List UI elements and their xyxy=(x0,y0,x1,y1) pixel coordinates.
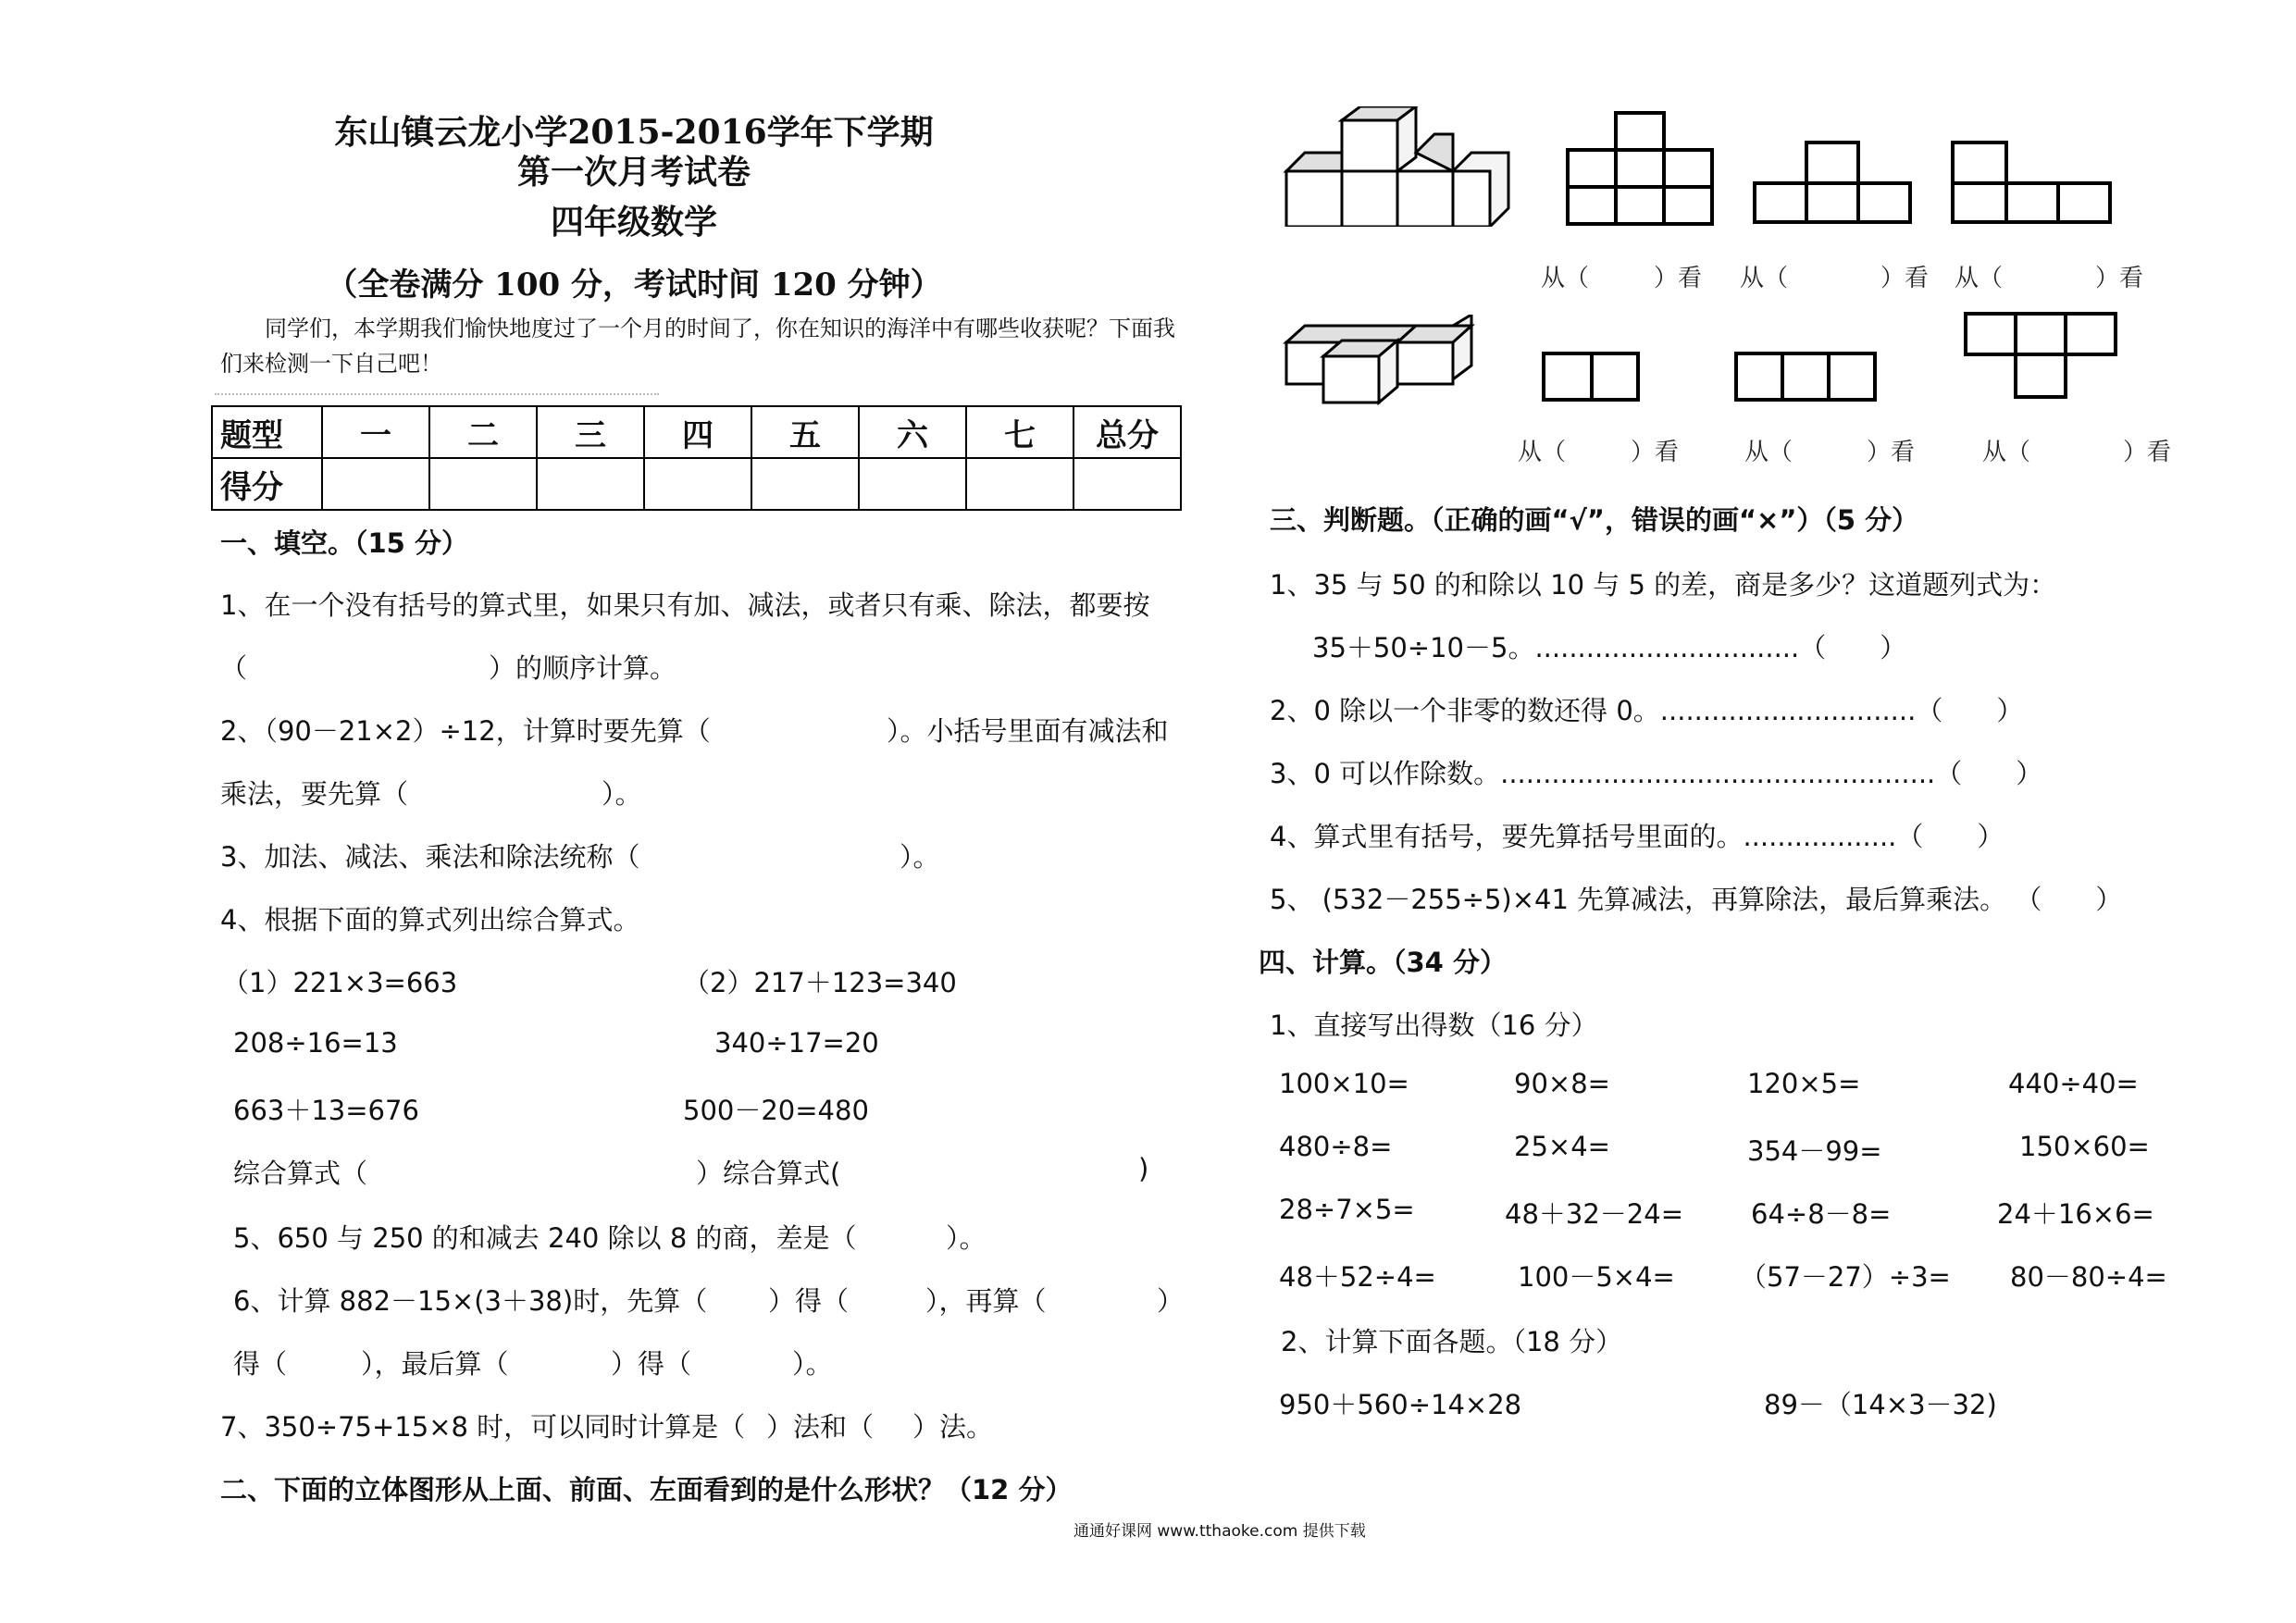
q2-text: 2、（90－21×2）÷12，计算时要先算（ xyxy=(220,715,711,747)
q3-text: 3、加法、减法、乘法和除法统称（ xyxy=(220,841,640,873)
table-cell: 三 xyxy=(537,406,644,458)
judge-q1: 1、35 与 50 的和除以 10 与 5 的差，商是多少？这道题列式为： xyxy=(1270,569,2057,601)
table-cell: 五 xyxy=(751,406,859,458)
table-cell: 得分 xyxy=(212,458,322,510)
exam-title-line1: 东山镇云龙小学2015-2016学年下学期 xyxy=(334,113,934,152)
table-cell: 题型 xyxy=(212,406,322,458)
judge-q4: 4、算式里有括号，要先算括号里面的。..................（ ） xyxy=(1270,821,2004,852)
q6b-part: ）。 xyxy=(792,1348,833,1380)
oral-item: 100×10= xyxy=(1279,1068,1409,1099)
view-label: 从（ ）看 xyxy=(1982,439,2172,466)
q6-part: ）得（ xyxy=(768,1285,850,1317)
oral-item: （57－27）÷3= xyxy=(1740,1261,1951,1293)
view-label: 从（ ）看 xyxy=(1518,439,1680,466)
solid-figure-2 xyxy=(1277,315,1481,407)
q3-close: ）。 xyxy=(900,841,940,873)
score-input-cell[interactable] xyxy=(1074,458,1181,510)
score-input-cell[interactable] xyxy=(751,458,859,510)
section4-heading: 四、计算。（34 分） xyxy=(1259,947,1507,978)
judge-q5: 5、 (532－255÷5)×41 先算减法，再算除法，最后算乘法。 （ ） xyxy=(1270,884,2123,915)
calc-sub1: 1、直接写出得数（16 分） xyxy=(1270,1010,1598,1041)
q4-item: 500－20=480 xyxy=(683,1095,869,1126)
view-label: 从（ ）看 xyxy=(1541,265,1703,292)
q6b-text: 得（ xyxy=(233,1348,288,1380)
view-shape-1c xyxy=(1949,139,2116,227)
q4-text: 4、根据下面的算式列出综合算式。 xyxy=(220,904,640,935)
table-cell: 七 xyxy=(966,406,1074,458)
judge-q1b: 35＋50÷10－5。...............................（ ） xyxy=(1312,632,1907,663)
oral-item: 48＋32－24= xyxy=(1505,1198,1684,1230)
view-shape-2b xyxy=(1732,350,1880,405)
oral-item: 354－99= xyxy=(1747,1135,1882,1167)
view-shape-2a xyxy=(1540,350,1642,405)
q1-open: （ xyxy=(220,652,248,684)
oral-item: 48＋52÷4= xyxy=(1279,1261,1436,1293)
oral-item: 25×4= xyxy=(1514,1131,1610,1162)
judge-q2: 2、0 除以一个非零的数还得 0。..............................（ ） xyxy=(1270,695,2024,726)
q4-combined-right: ）综合算式( xyxy=(696,1158,841,1189)
q7-part: ）法。 xyxy=(912,1411,994,1443)
q1-text: 1、在一个没有括号的算式里，如果只有加、减法，或者只有乘、除法，都要按 xyxy=(220,589,1150,621)
table-cell: 总分 xyxy=(1074,406,1181,458)
q4-item: 208÷16=13 xyxy=(233,1027,398,1059)
oral-item: 64÷8－8= xyxy=(1751,1198,1892,1230)
view-label: 从（ ）看 xyxy=(1744,439,1916,466)
footer-credit: 通通好课网 www.tthaoke.com 提供下载 xyxy=(1074,1522,1366,1541)
score-input-cell[interactable] xyxy=(966,458,1074,510)
table-cell: 六 xyxy=(859,406,966,458)
q2b-text: 乘法，要先算（ xyxy=(220,778,409,810)
oral-item: 90×8= xyxy=(1514,1068,1610,1099)
q7-text: 7、350÷75+15×8 时，可以同时计算是（ xyxy=(220,1411,746,1443)
exam-subtitle: （全卷满分 100 分，考试时间 120 分钟） xyxy=(326,266,942,304)
oral-item: 28÷7×5= xyxy=(1279,1194,1415,1225)
q4-item: 663＋13=676 xyxy=(233,1095,419,1126)
table-row xyxy=(212,406,1181,458)
q4-item: （2）217＋123=340 xyxy=(683,967,957,998)
q4-item: 340÷17=20 xyxy=(714,1027,879,1059)
calc-item: 89－（14×3－32) xyxy=(1764,1389,1997,1420)
oral-item: 120×5= xyxy=(1747,1068,1861,1099)
solid-figure-1 xyxy=(1277,106,1518,227)
dotted-separator xyxy=(215,393,659,395)
calc-sub2: 2、计算下面各题。（18 分） xyxy=(1281,1326,1623,1357)
q2b-close: ）。 xyxy=(602,778,642,810)
score-input-cell[interactable] xyxy=(859,458,966,510)
q2-close: ）。小括号里面有减法和 xyxy=(887,715,1169,747)
q1-close: ）的顺序计算。 xyxy=(489,652,677,684)
q4-item: （1）221×3=663 xyxy=(222,967,458,998)
view-shape-1a xyxy=(1564,109,1721,229)
q6-part: ） xyxy=(1157,1285,1185,1317)
view-label: 从（ ）看 xyxy=(1740,265,1930,292)
section1-heading: 一、填空。（15 分） xyxy=(220,527,468,559)
score-input-cell[interactable] xyxy=(537,458,644,510)
q7-part: ）法和（ xyxy=(766,1411,875,1443)
oral-item: 100－5×4= xyxy=(1518,1261,1675,1293)
calc-item: 950＋560÷14×28 xyxy=(1279,1389,1522,1420)
table-cell: 一 xyxy=(322,406,429,458)
q5-close: ）。 xyxy=(946,1222,987,1254)
q6b-part: ），最后算（ xyxy=(361,1348,509,1380)
intro-text: 同学们，本学期我们愉快地度过了一个月的时间了，你在知识的海洋中有哪些收获呢？下面我们来检测一下自己吧！ xyxy=(220,316,1175,377)
view-shape-2c xyxy=(1962,310,2119,403)
oral-item: 440÷40= xyxy=(2008,1068,2139,1099)
table-cell: 四 xyxy=(644,406,751,458)
q5-text: 5、650 与 250 的和减去 240 除以 8 的商，差是（ xyxy=(233,1222,857,1254)
exam-title-line2: 第一次月考试卷 xyxy=(516,153,751,192)
q6-text: 6、计算 882－15×(3＋38)时，先算（ xyxy=(233,1285,708,1317)
table-cell: 二 xyxy=(429,406,537,458)
q4-combined-close: ) xyxy=(1138,1153,1149,1184)
view-label: 从（ ）看 xyxy=(1955,265,2144,292)
section2-heading: 二、下面的立体图形从上面、前面、左面看到的是什么形状？（12 分） xyxy=(220,1474,1073,1505)
q4-combined-left: 综合算式（ xyxy=(233,1158,368,1189)
score-input-cell[interactable] xyxy=(322,458,429,510)
view-shape-1b xyxy=(1751,139,1917,227)
score-input-cell[interactable] xyxy=(429,458,537,510)
score-input-cell[interactable] xyxy=(644,458,751,510)
q6-part: ），再算（ xyxy=(925,1285,1047,1317)
oral-item: 480÷8= xyxy=(1279,1131,1393,1162)
judge-q3: 3、0 可以作除数。...................................................（ ） xyxy=(1270,758,2043,789)
exam-title-line3: 四年级数学 xyxy=(550,203,717,242)
oral-item: 80－80÷4= xyxy=(2010,1261,2167,1293)
oral-item: 24＋16×6= xyxy=(1997,1198,2154,1230)
score-table xyxy=(211,405,1182,511)
oral-item: 150×60= xyxy=(2019,1131,2150,1162)
table-row xyxy=(212,458,1181,510)
q6b-part: ）得（ xyxy=(611,1348,692,1380)
section3-heading: 三、判断题。（正确的画“√”，错误的画“×”）（5 分） xyxy=(1270,504,1919,536)
